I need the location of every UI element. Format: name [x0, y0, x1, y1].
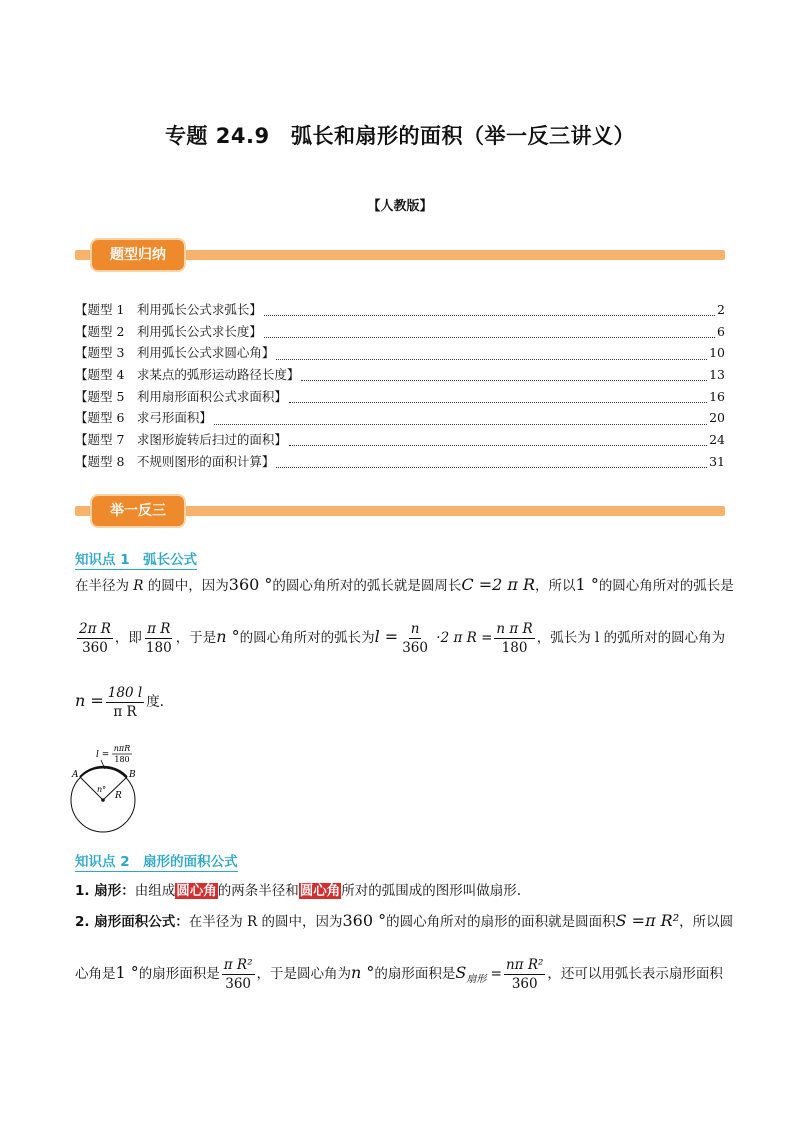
kp2-line3 — [75, 956, 735, 993]
label-n: n° — [97, 785, 107, 794]
toc-item[interactable] — [75, 365, 725, 387]
arc-diagram — [65, 740, 155, 835]
toc-leader-dots — [276, 349, 707, 360]
text: 所对的弧围成的图形叫做扇形. — [341, 883, 522, 899]
text: ，于是 — [175, 630, 217, 646]
toc-leader-dots — [289, 392, 707, 403]
toc-item-page: 24 — [709, 432, 725, 448]
text: 的扇形面积是 — [374, 966, 456, 982]
text: 心角是 — [75, 966, 116, 982]
label-B: B — [129, 770, 136, 780]
fraction-npiR2-360: $\frac{\text{nπ R²}}{360}$ — [505, 957, 544, 992]
text: 的圆心角所对的弧长就是圆周长 — [272, 578, 462, 594]
center-point — [101, 798, 105, 802]
var-n: n = — [75, 691, 104, 710]
angle-n: n ° — [351, 963, 375, 982]
text: 的圆中，因为 — [143, 578, 229, 594]
toc-item-label: 【题型 6 求弓形面积】 — [75, 410, 212, 426]
kp1-line1 — [75, 574, 735, 597]
toc-item[interactable] — [75, 300, 725, 322]
fraction-180l-piR: $\frac{180 l}{\text{π R}}$ — [107, 685, 143, 720]
fraction-piR-180: $\frac{\text{π R}}{180}$ — [145, 621, 172, 656]
toc-leader-dots — [301, 370, 707, 381]
edition-label: 【人教版】 — [367, 199, 433, 214]
var-R: R — [133, 578, 144, 594]
toc-item[interactable] — [75, 408, 725, 430]
subscript-sector: 扇形 — [466, 974, 487, 985]
toc-item-label: 【题型 3 利用弧长公式求圆心角】 — [75, 345, 275, 361]
toc-item-page: 6 — [717, 323, 725, 339]
circumference-formula: C =2 π R — [461, 575, 536, 594]
toc-item-label: 【题型 4 求某点的弧形运动路径长度】 — [75, 367, 300, 383]
toc-item-label: 【题型 1 利用弧长公式求弧长】 — [75, 302, 262, 317]
toc-leader-dots — [276, 457, 707, 468]
toc-leader-dots — [214, 414, 707, 425]
text: 的圆心角所对的扇形的面积就是圆面积 — [386, 914, 616, 930]
text: 度. — [146, 694, 164, 710]
text: 的两条半径和 — [217, 883, 299, 899]
kp2-line2 — [75, 910, 735, 933]
kp1-title: 知识点 1 弧长公式 — [75, 548, 197, 570]
toc-item-label: 【题型 2 利用弧长公式求长度】 — [75, 323, 262, 339]
toc-item-page: 31 — [709, 453, 725, 469]
angle-360: 360 ° — [228, 575, 273, 594]
highlight-central-angle: 圆心角 — [176, 883, 217, 899]
toc-item-label: 【题型 8 不规则图形的面积计算】 — [75, 453, 275, 469]
fraction-npiR-180: $\frac{\text{n π R}}{180}$ — [496, 621, 533, 656]
practice-banner: 举一反三 — [92, 496, 184, 526]
text: 的圆心角所对的弧长是 — [598, 578, 734, 594]
toc-item-page: 2 — [717, 302, 725, 317]
highlight-central-angle: 圆心角 — [299, 883, 341, 899]
angle-1: 1 ° — [115, 963, 139, 982]
diagram-formula-l: l = — [96, 750, 110, 760]
kp1-line3 — [75, 684, 735, 721]
fraction-2piR-360: $\frac{\text{2π R}}{360}$ — [79, 621, 111, 656]
toc-item-page: 10 — [709, 345, 725, 361]
toc-item-page: 16 — [709, 388, 725, 404]
toc-item[interactable] — [75, 452, 725, 474]
toc-item[interactable] — [75, 387, 725, 409]
text: ，还可以用弧长表示扇形面积 — [547, 966, 723, 982]
toc-item-label: 【题型 7 求图形旋转后扫过的面积】 — [75, 432, 287, 448]
text: 的扇形面积是 — [138, 966, 220, 982]
angle-360: 360 ° — [342, 911, 387, 930]
var-S: S — [455, 963, 467, 982]
toc-leader-dots — [264, 327, 715, 338]
angle-1: 1 ° — [575, 575, 599, 594]
fraction-piR2-360: $\frac{\text{π R²}}{360}$ — [223, 957, 253, 992]
label-A: A — [72, 770, 79, 780]
kp2-title: 知识点 2 扇形的面积公式 — [75, 850, 238, 872]
text: 由组成 — [134, 883, 176, 899]
toc-item[interactable] — [75, 343, 725, 365]
toc-item[interactable] — [75, 430, 725, 452]
table-of-contents — [75, 300, 725, 474]
toc-leader-dots — [264, 305, 715, 316]
text: ·2 π R = — [431, 630, 493, 646]
text: ，即 — [114, 630, 142, 646]
fraction-n-360: $\frac{n}{360}$ — [402, 621, 428, 656]
definition-label: 1. 扇形： — [75, 883, 135, 899]
text: 在半径为 R 的圆中，因为 — [188, 914, 343, 930]
toc-item[interactable] — [75, 322, 725, 344]
angle-n: n ° — [216, 627, 240, 646]
text: ，所以圆 — [679, 914, 734, 930]
area-formula: S =π R² — [615, 911, 680, 930]
diagram-formula-num: nπR — [113, 744, 131, 753]
label-R: R — [115, 791, 122, 801]
formula-label: 2. 扇形面积公式： — [75, 914, 189, 930]
text: = — [486, 966, 502, 982]
text: ，于是圆心角为 — [256, 966, 352, 982]
toc-item-page: 13 — [709, 367, 725, 383]
text: ，弧长为 l 的弧所对的圆心角为 — [536, 630, 726, 646]
toc-banner: 题型归纳 — [92, 240, 184, 270]
var-l: l = — [374, 627, 399, 646]
text: 的圆心角所对的弧长为 — [239, 630, 375, 646]
kp1-line2 — [75, 620, 735, 657]
toc-leader-dots — [289, 435, 707, 446]
page-title: 专题 24.9 弧长和扇形的面积（举一反三讲义） — [164, 124, 636, 148]
text: ，所以 — [535, 578, 576, 594]
kp2-line1 — [75, 880, 735, 902]
diagram-formula-den: 180 — [114, 755, 130, 764]
toc-item-label: 【题型 5 利用扇形面积公式求面积】 — [75, 388, 287, 404]
toc-item-page: 20 — [709, 410, 725, 426]
text: 在半径为 — [75, 578, 134, 594]
